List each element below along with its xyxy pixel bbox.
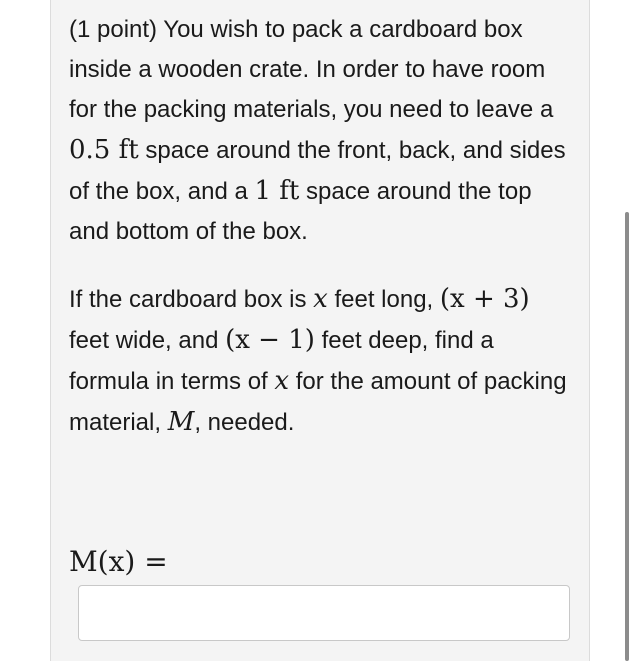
problem-text-5: feet long,: [327, 286, 440, 313]
math-m-var: M: [167, 407, 195, 437]
math-depth: (x − 1): [225, 325, 315, 355]
answer-label: M(x) =: [69, 545, 168, 578]
problem-text-2: space around the front, back, and sides of the box, and a: [69, 137, 566, 205]
problem-text-6: feet wide, and: [69, 327, 226, 354]
problem-text-4: If the cardboard box is: [69, 286, 314, 313]
problem-text: [69, 10, 569, 443]
math-space-front: 0.5 ft: [69, 135, 139, 165]
problem-text-3: space around the top and bottom of the box.: [69, 178, 532, 245]
problem-text-8: for the amount of packing material,: [69, 368, 567, 436]
problem-text-9: , needed.: [194, 409, 295, 436]
problem-paragraph-2: [69, 279, 569, 443]
math-x-terms-var: x: [274, 366, 290, 396]
math-space-top: 1 ft: [254, 176, 300, 206]
points-label: (1 point): [69, 16, 158, 43]
math-x-terms: [274, 366, 289, 396]
scrollbar-thumb[interactable]: [625, 212, 629, 661]
math-x-long: [313, 284, 328, 314]
math-x-long-var: x: [313, 284, 328, 314]
answer-input[interactable]: [78, 585, 570, 641]
problem-paragraph-1: [69, 10, 569, 252]
problem-text-7: feet deep, find a formula in terms of: [69, 327, 494, 395]
problem-text-1: You wish to pack a cardboard box inside a wooden crate. In order to have room for the packing materials, you need to leave a: [69, 16, 554, 123]
math-width: (x + 3): [439, 284, 530, 314]
math-m: [168, 407, 195, 437]
